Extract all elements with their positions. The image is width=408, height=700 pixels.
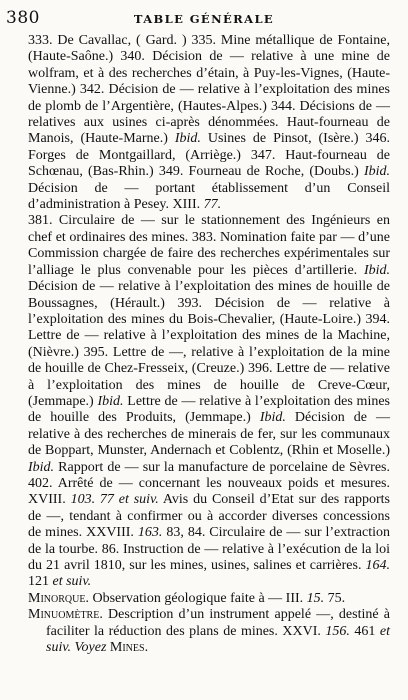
- text-run: .: [144, 640, 149, 656]
- italic-run: 77 et suiv.: [99, 492, 159, 508]
- italic-run: Ibid.: [363, 262, 390, 278]
- text-run: Décision de — relative à l’exploitation des mines de houille de Boussagnes, (Hérault.) 393. Décision de — relative à l’exploitation des mines du Bois-Chevalier, (Haute-Loire.) 394. Lettre de — relative à l’exploitation des mines de la Machine, (Nièvre.) 395. Lettre de —, relative à l’exploitation de la mine de houille de Chez-Fresseix, (Creuze.) 396. Lettre de — relative à l’exploitation des mines de houille de Creve-Cœur, (Jemmape.): [28, 279, 390, 409]
- text-run: Décision de — relative à des recherches de minerais de fer, sur les communaux de Boppart, Munster, Andernach et Coblentz, (Rhin et Moselle.): [28, 410, 390, 459]
- index-entry-minorque: [28, 591, 390, 607]
- text-run: 381. Circulaire de — sur le stationnement des Ingénieurs en chef et ordinaires des mines. 383. Nomination faite par — d’une Commission chargée de faire des recherches expérimentales sur l’alliage le plus convenable pour les pièces d’artillerie.: [28, 213, 390, 278]
- italic-run: 163.: [137, 525, 163, 541]
- italic-run: Ibid.: [174, 131, 201, 147]
- text-run: Avis du Conseil d’Etat sur des rapports de —, tendant à confirmer ou à accorder diverses concessions de mines. XXVIII.: [28, 492, 390, 541]
- italic-run: et suiv.: [52, 574, 92, 590]
- text-run: Rapport de — sur la manufacture de porcelaine de Sèvres. 402. Arrêté de — concernant les nouveaux poids et mesures. XVIII.: [28, 459, 390, 508]
- italic-run: 77.: [203, 197, 222, 213]
- italic-run: Ibid.: [28, 459, 55, 475]
- text-run: . Observation géologique faite à — III.: [85, 590, 307, 606]
- text-run: Lettre de — relative à l’exploitation des mines de houille des Produits, (Jemmape.): [28, 393, 390, 426]
- text-run: Usines de Pinsot, (Isère.) 346. Forges de Montgaillard, (Arriège.) 347. Haut-fourneau de Schœnau, (Bas-Rhin.) 349. Fourneau de Roche, (Doubs.): [28, 131, 390, 180]
- text-run: 121: [28, 574, 53, 590]
- page-number: 380: [6, 8, 40, 28]
- page-header: [6, 8, 402, 30]
- italic-run: 15.: [306, 590, 325, 606]
- italic-run: 156.: [325, 623, 350, 639]
- running-title: TABLE GÉNÉRALE: [133, 12, 275, 26]
- text-run: . Description d’un instrument appelé —, destiné à faciliter la réduction des plans de mines. XXVI.: [46, 607, 390, 639]
- index-entry: [28, 33, 390, 213]
- text-run: 75.: [324, 590, 346, 606]
- index-entry-minuometre: [28, 607, 390, 656]
- italic-run: Ibid.: [259, 410, 286, 426]
- small-caps-run: Mines: [109, 640, 145, 656]
- text-run: Décision de — portant établissement d’un Conseil d’administration à Pesey. XIII.: [28, 180, 390, 213]
- index-text: [28, 33, 390, 656]
- italic-run: Ibid.: [363, 164, 390, 180]
- italic-run: Ibid.: [97, 393, 124, 409]
- small-caps-run: Minuomètre: [28, 607, 100, 623]
- italic-run: 164.: [365, 558, 390, 573]
- small-caps-run: Minorque: [28, 590, 86, 606]
- italic-run: Voyez: [74, 640, 107, 656]
- italic-run: 103.: [70, 492, 96, 508]
- text-run: 461: [349, 623, 380, 639]
- italic-run: et suiv.: [46, 623, 391, 656]
- text-run: 83, 84. Circulaire de — sur l’extraction de la tourbe. 86. Instruction de — relative à l’exécution de la loi du 21 avril 1810, sur les mines, usines, salines et carrières.: [28, 525, 390, 573]
- text-run: 333. De Cavallac, ( Gard. ) 335. Mine métallique de Fontaine, (Haute-Saône.) 340. Décision de — relative à une mine de wolfram, et à des recherches d’étain, à Puy-les-Vignes, (Haute-Vienne.) 342. Décision de — relative à l’exploitation des mines de plomb de l’Argentière, (Hautes-Alpes.) 344. Décisions de — relatives aux usines ci-après dénommées. Haut-fourneau de Manois, (Haute-Marne.): [28, 33, 390, 147]
- index-entry: [28, 213, 390, 590]
